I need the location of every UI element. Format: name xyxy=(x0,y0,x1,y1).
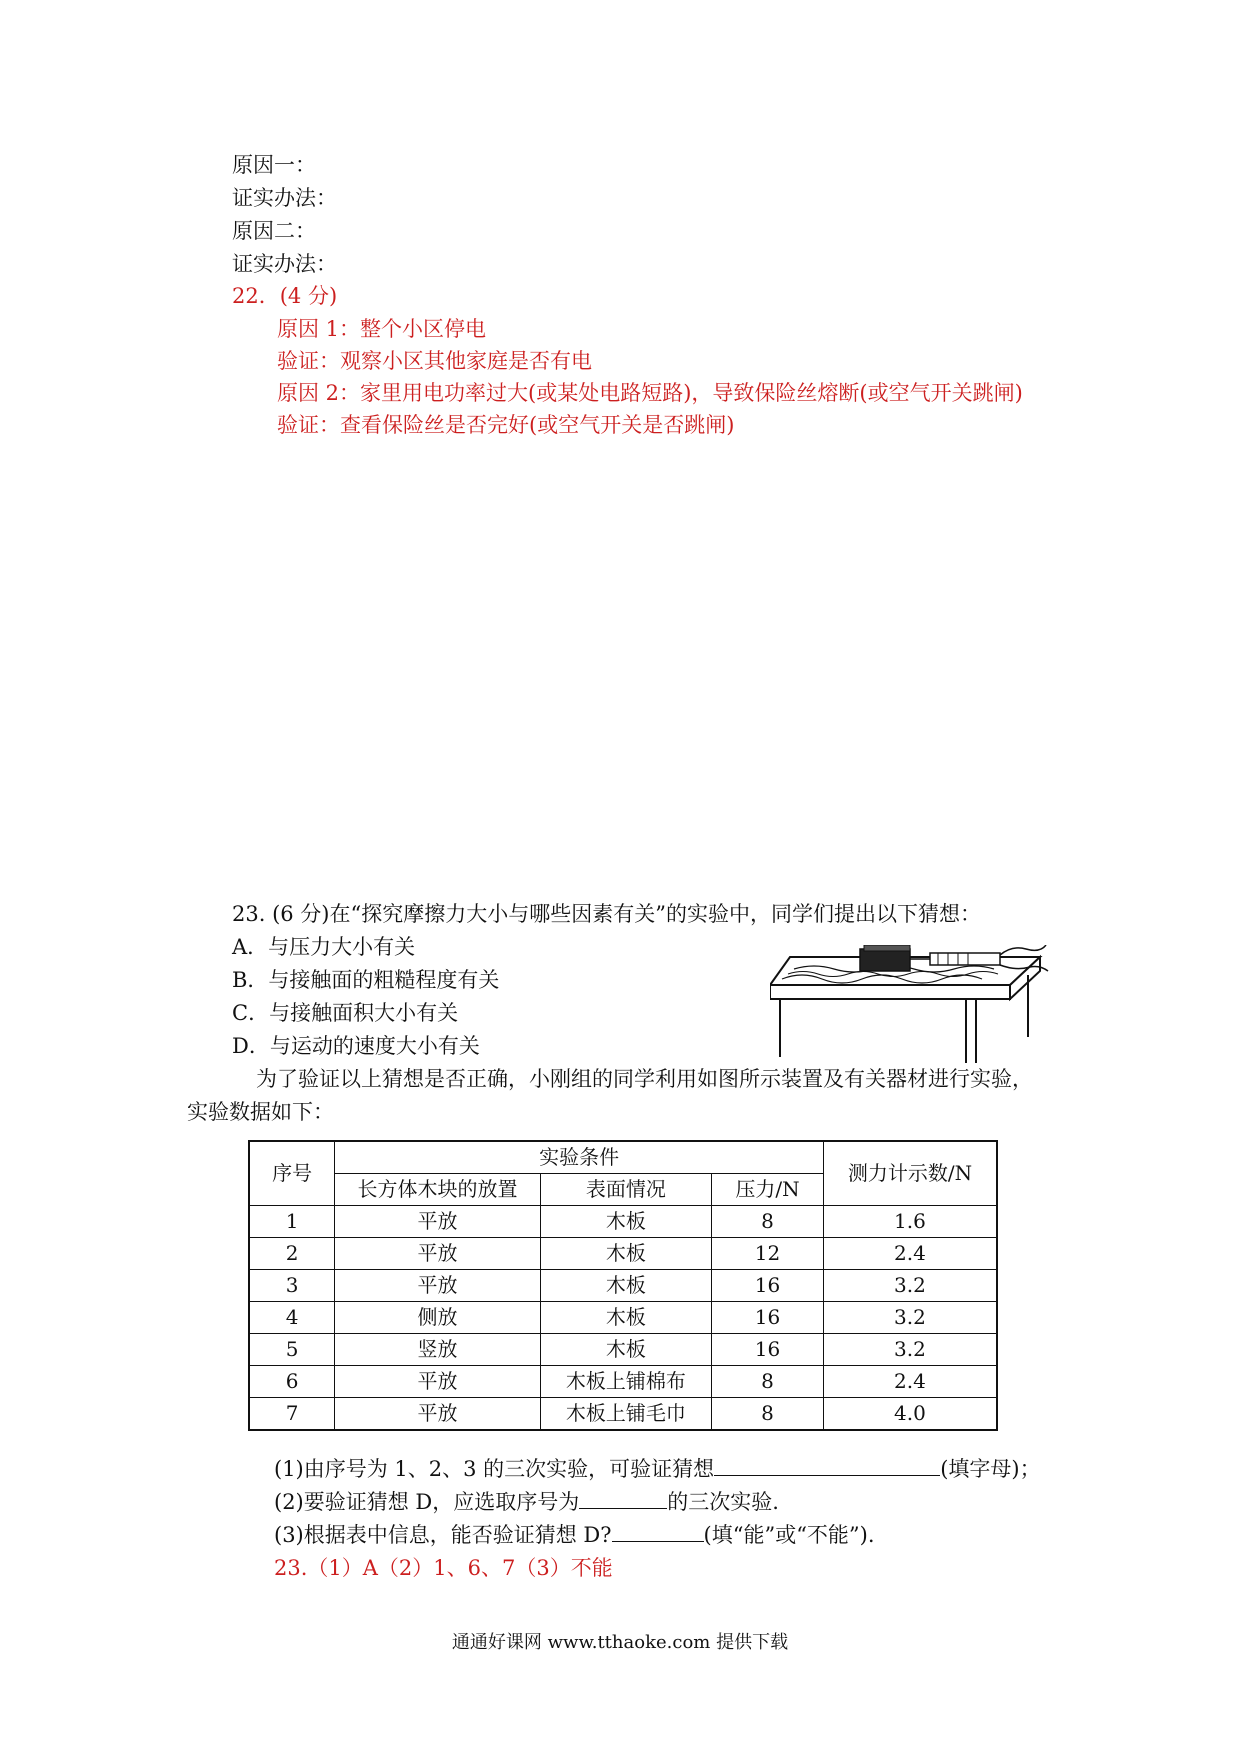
cell-placement: 平放 xyxy=(335,1366,540,1398)
q22-answer-line: 验证：查看保险丝是否完好(或空气开关是否跳闸) xyxy=(277,413,735,437)
cell-reading: 1.6 xyxy=(823,1206,997,1238)
cell-surface: 木板 xyxy=(540,1334,711,1366)
q22-answer-line: 原因 1：整个小区停电 xyxy=(277,317,487,341)
cell-index: 3 xyxy=(249,1270,335,1302)
header-surface: 表面情况 xyxy=(540,1174,711,1206)
q23-subquestion-1 xyxy=(274,1454,1041,1484)
q23-option: B．与接触面的粗糙程度有关 xyxy=(232,968,500,992)
cell-index: 5 xyxy=(249,1334,335,1366)
cell-placement: 平放 xyxy=(335,1206,540,1238)
cell-reading: 2.4 xyxy=(823,1366,997,1398)
cell-index: 4 xyxy=(249,1302,335,1334)
experiment-data-table xyxy=(248,1140,998,1431)
answer-blank[interactable] xyxy=(714,1455,940,1476)
subquestion-text: (填字母)； xyxy=(940,1457,1041,1481)
subquestion-text: (填“能”或“不能”). xyxy=(703,1523,875,1547)
answer-blank[interactable] xyxy=(579,1488,667,1509)
q22-prompt-line: 原因一： xyxy=(232,153,316,177)
cell-pressure: 12 xyxy=(712,1238,824,1270)
cell-pressure: 16 xyxy=(712,1334,824,1366)
cell-pressure: 8 xyxy=(712,1398,824,1431)
cell-surface: 木板上铺棉布 xyxy=(540,1366,711,1398)
cell-reading: 3.2 xyxy=(823,1302,997,1334)
cell-index: 2 xyxy=(249,1238,335,1270)
table-row xyxy=(249,1366,997,1398)
cell-reading: 3.2 xyxy=(823,1334,997,1366)
cell-surface: 木板 xyxy=(540,1206,711,1238)
header-reading: 测力计示数/N xyxy=(823,1141,997,1206)
cell-surface: 木板上铺毛巾 xyxy=(540,1398,711,1431)
subquestion-text: (2)要验证猜想 D，应选取序号为 xyxy=(274,1490,580,1514)
table-row xyxy=(249,1398,997,1431)
cell-placement: 侧放 xyxy=(335,1302,540,1334)
cell-placement: 平放 xyxy=(335,1398,540,1431)
cell-index: 6 xyxy=(249,1366,335,1398)
header-pressure: 压力/N xyxy=(712,1174,824,1206)
cell-pressure: 8 xyxy=(712,1366,824,1398)
answer-blank[interactable] xyxy=(612,1521,704,1542)
page-footer: 通通好课网 www.tthaoke.com 提供下载 xyxy=(451,1632,789,1653)
cell-surface: 木板 xyxy=(540,1302,711,1334)
q23-paragraph: 为了验证以上猜想是否正确，小刚组的同学利用如图所示装置及有关器材进行实验， xyxy=(256,1067,1033,1091)
subquestion-text: (3)根据表中信息，能否验证猜想 D? xyxy=(274,1523,612,1547)
q22-answer-header: 22．(4 分) xyxy=(232,284,338,308)
header-placement: 长方体木块的放置 xyxy=(335,1174,540,1206)
q23-paragraph: 实验数据如下： xyxy=(187,1100,334,1124)
q23-subquestion-3 xyxy=(274,1520,875,1550)
cell-index: 7 xyxy=(249,1398,335,1431)
cell-index: 1 xyxy=(249,1206,335,1238)
cell-surface: 木板 xyxy=(540,1270,711,1302)
q23-subquestion-2 xyxy=(274,1487,779,1517)
q23-answer: 23.（1）A（2）1、6、7（3）不能 xyxy=(274,1556,613,1580)
cell-placement: 平放 xyxy=(335,1238,540,1270)
table-row xyxy=(249,1238,997,1270)
cell-reading: 4.0 xyxy=(823,1398,997,1431)
cell-pressure: 8 xyxy=(712,1206,824,1238)
header-conditions: 实验条件 xyxy=(335,1141,824,1174)
cell-reading: 2.4 xyxy=(823,1238,997,1270)
q23-option: D．与运动的速度大小有关 xyxy=(232,1034,480,1058)
table-row xyxy=(249,1270,997,1302)
q22-prompt-line: 证实办法： xyxy=(232,186,337,210)
q22-prompt-line: 原因二： xyxy=(232,219,316,243)
q23-intro: 23. (6 分)在“探究摩擦力大小与哪些因素有关”的实验中，同学们提出以下猜想： xyxy=(232,902,981,926)
cell-reading: 3.2 xyxy=(823,1270,997,1302)
subquestion-text: 的三次实验. xyxy=(667,1490,779,1514)
cell-pressure: 16 xyxy=(712,1302,824,1334)
friction-apparatus-figure xyxy=(770,945,1050,1065)
table-row xyxy=(249,1302,997,1334)
q23-option: A．与压力大小有关 xyxy=(232,935,416,959)
cell-placement: 竖放 xyxy=(335,1334,540,1366)
cell-pressure: 16 xyxy=(712,1270,824,1302)
q22-prompt-line: 证实办法： xyxy=(232,252,337,276)
cell-surface: 木板 xyxy=(540,1238,711,1270)
header-index: 序号 xyxy=(249,1141,335,1206)
table-row xyxy=(249,1334,997,1366)
cell-placement: 平放 xyxy=(335,1270,540,1302)
table-row xyxy=(249,1206,997,1238)
q22-answer-line: 原因 2：家里用电功率过大(或某处电路短路)，导致保险丝熔断(或空气开关跳闸) xyxy=(277,381,1023,405)
q22-answer-line: 验证：观察小区其他家庭是否有电 xyxy=(277,349,592,373)
q23-option: C．与接触面积大小有关 xyxy=(232,1001,459,1025)
subquestion-text: (1)由序号为 1、2、3 的三次实验，可验证猜想 xyxy=(274,1457,715,1481)
